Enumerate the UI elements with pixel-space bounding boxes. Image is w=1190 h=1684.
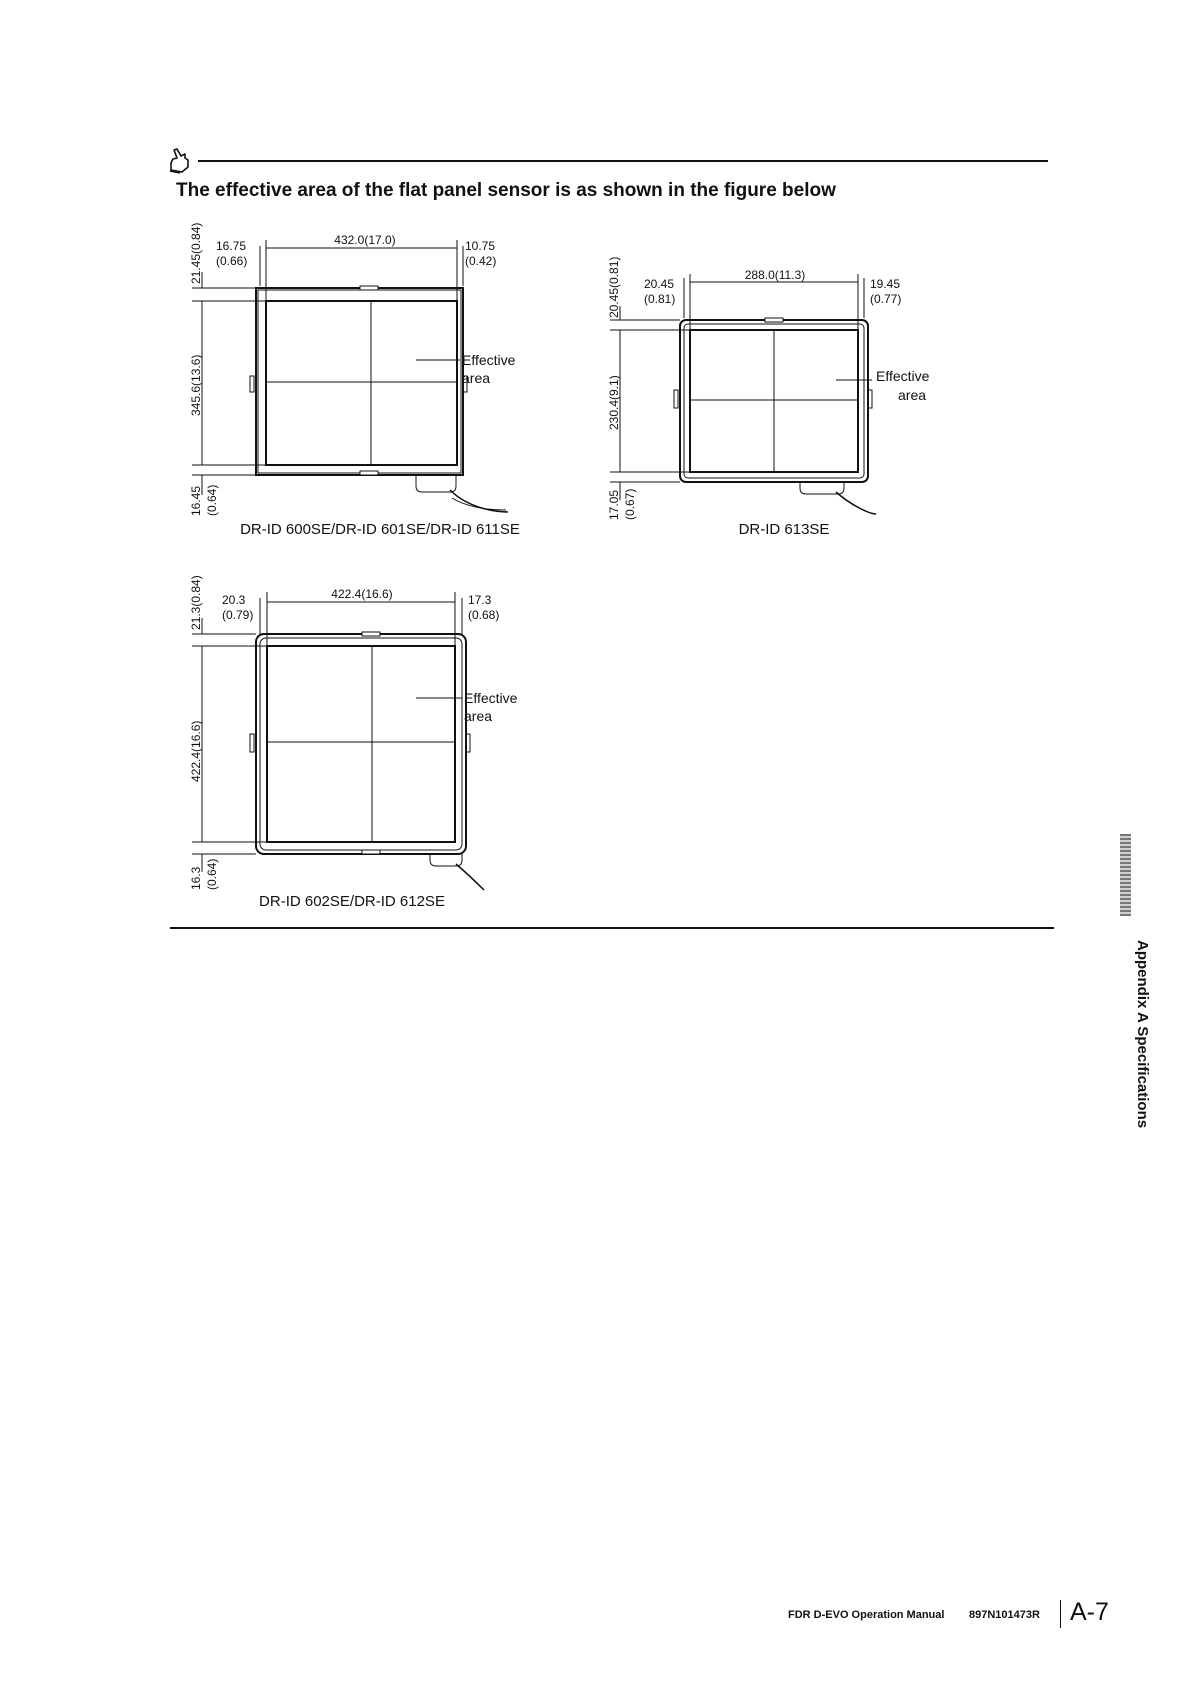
footer-document-code: 897N101473R bbox=[969, 1609, 1040, 1621]
dim-left-in: (0.79) bbox=[222, 608, 254, 622]
dim-left: 20.3 bbox=[222, 593, 246, 607]
dim-width: 422.4(16.6) bbox=[331, 587, 393, 601]
effective-label-2: area bbox=[462, 370, 491, 386]
section-tab-marker bbox=[1120, 834, 1131, 916]
effective-area bbox=[267, 646, 455, 842]
panel-housing bbox=[256, 634, 466, 854]
effective-label-1: Effective bbox=[464, 690, 518, 706]
effective-area bbox=[266, 301, 457, 465]
dim-bottom: 16.45 bbox=[189, 485, 203, 516]
figure-caption: DR-ID 600SE/DR-ID 601SE/DR-ID 611SE bbox=[240, 521, 520, 538]
dim-top: 21.3(0.84) bbox=[189, 575, 203, 630]
dim-left-in: (0.66) bbox=[216, 254, 248, 268]
top-rule bbox=[198, 160, 1048, 162]
page-number: A-7 bbox=[1070, 1598, 1109, 1626]
dim-bottom-in: (0.67) bbox=[623, 488, 637, 520]
dim-width: 432.0(17.0) bbox=[334, 233, 396, 247]
dim-right-in: (0.42) bbox=[465, 254, 497, 268]
dim-right-in: (0.77) bbox=[870, 292, 902, 306]
dim-right: 17.3 bbox=[468, 593, 492, 607]
dim-bottom-in: (0.64) bbox=[205, 858, 219, 890]
footer-divider bbox=[1060, 1600, 1061, 1628]
dim-width: 288.0(11.3) bbox=[744, 268, 806, 282]
dim-right: 19.45 bbox=[870, 277, 901, 291]
effective-label-1: Effective bbox=[876, 368, 930, 384]
dim-right: 10.75 bbox=[465, 239, 496, 253]
bottom-rule bbox=[170, 927, 1054, 929]
dim-right-in: (0.68) bbox=[468, 608, 500, 622]
dim-bottom: 17.05 bbox=[607, 489, 621, 520]
effective-label-2: area bbox=[898, 387, 927, 403]
dim-top: 20.45(0.81) bbox=[607, 256, 621, 318]
dim-left: 16.75 bbox=[216, 239, 247, 253]
dim-bottom: 16.3 bbox=[189, 866, 203, 890]
dim-top: 21.45(0.84) bbox=[189, 222, 203, 284]
figure-caption: DR-ID 602SE/DR-ID 612SE bbox=[259, 893, 445, 910]
figure-dr-id-602se bbox=[180, 550, 600, 910]
effective-label-1: Effective bbox=[462, 352, 516, 368]
note-hand-icon bbox=[168, 146, 192, 174]
page-heading: The effective area of the flat panel sensor is as shown in the figure below bbox=[176, 180, 836, 201]
figure-dr-id-613se bbox=[600, 230, 990, 540]
dim-height: 230.4(9.1) bbox=[607, 375, 621, 430]
dim-left: 20.45 bbox=[644, 277, 675, 291]
figure-caption: DR-ID 613SE bbox=[738, 521, 830, 538]
dim-left-in: (0.81) bbox=[644, 292, 676, 306]
figure-dr-id-600se bbox=[180, 210, 600, 540]
section-tab-label: Appendix A Specifications bbox=[1134, 940, 1151, 1129]
effective-label-2: area bbox=[464, 708, 493, 724]
dim-height: 422.4(16.6) bbox=[189, 720, 203, 782]
dim-bottom-in: (0.64) bbox=[205, 484, 219, 516]
footer-manual-title: FDR D-EVO Operation Manual bbox=[788, 1609, 945, 1621]
dim-height: 345.6(13.6) bbox=[189, 354, 203, 416]
